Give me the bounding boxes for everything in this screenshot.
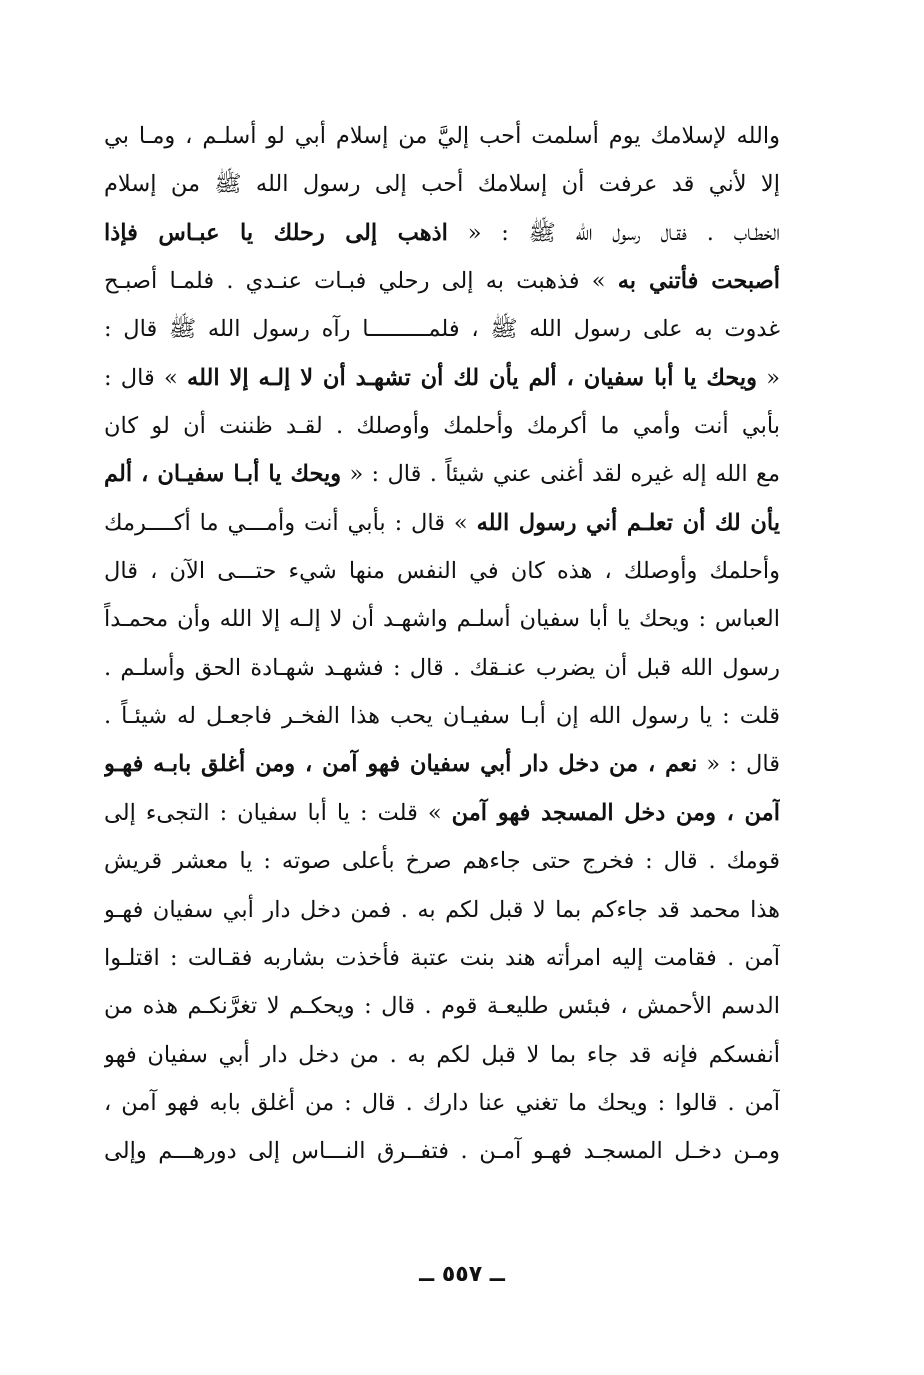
text-segment: غدوت به على رسول الله ﷺ ، فلمـــــــــا رآه رسول الله ﷺ قال : [104,316,780,343]
text-segment: العباس : ويحك يا أبا سفيان أسلـم واشهـد أن لا إلـه إلا الله وأن محمـداً [104,606,780,633]
text-line [104,692,780,740]
text-segment: رسول الله قبل أن يضرب عنـقك . قال : فشهـد شهـادة الحق وأسلـم . [104,654,780,681]
text-line [104,595,780,643]
text-segment: إلا لأني قد عرفت أن إسلامك أحب إلى رسول الله ﷺ من إسلام [104,171,780,198]
text-segment: أنفسكم فإنه قد جاء بما لا قبل لكم به . من دخل دار أبي سفيان فهو [104,1041,780,1068]
text-line [104,160,780,208]
text-line [104,402,780,450]
text-line [104,934,780,982]
text-segment: قلت : يا رسول الله إن أبـا سفيـان يحب هذا الفخـر فاجعـل له شيئـاً . [104,703,780,730]
text-segment: هذا محمد قد جاءكم بما لا قبل لكم به . فمن دخل دار أبي سفيان فهـو [104,896,780,923]
text-segment: آمن . فقامت إليه امرأته هند بنت عتبة فأخذت بشاربه فقـالت : اقتلـوا [104,944,780,971]
text-segment: « [757,364,780,391]
text-segment: قال : « [697,751,780,778]
text-segment: قومك . قال : فخرج حتى جاءهم صرخ بأعلى صوته : يا معشر قريش [104,848,780,875]
bold-quote-segment: آمن ، ومن دخل المسجد فهو آمن [451,799,780,826]
text-line [104,1127,780,1175]
text-line [104,886,780,934]
text-line [104,305,780,353]
text-segment: » فذهبت به إلى رحلي فبـات عنـدي . فلمـا أصبـح [104,268,618,295]
bold-quote-segment: ويحك يا أبا سفيان ، ألم يأن لك أن تشهـد أن لا إلـه إلا الله [187,364,757,391]
text-line [104,547,780,595]
bold-quote-segment: ويحك يا أبـا سفيـان ، ألم [104,461,342,488]
text-line [104,1079,780,1127]
text-line [104,499,780,547]
text-line [104,982,780,1030]
text-segment: الخطـاب . فقـال رسول الله ﷺ : « [447,219,780,246]
text-segment: والله لإسلامك يوم أسلمت أحب إليَّ من إسلام أبي لو أسلـم ، ومـا بي [104,123,780,149]
text-line [104,1031,780,1079]
text-line [104,209,780,257]
text-line [104,450,780,498]
text-segment: مع الله إله غيره لقد أغنى عني شيئاً . قال : « [341,461,780,488]
text-segment: » قال : بأبي أنت وأمـــي ما أكــــرمك [104,509,477,536]
text-line [104,740,780,788]
text-line [104,354,780,402]
text-line [104,257,780,305]
bold-quote-segment: اذهب إلى رحلك يا عبـاس فإذا [104,219,448,246]
text-segment: وأحلمك وأوصلك ، هذه كان في النفس منها شيء حتـــى الآن ، قال [104,558,780,585]
text-segment: آمن . قالوا : ويحك ما تغني عنا دارك . قال : من أغلق بابه فهو آمن ، [104,1089,780,1116]
bold-quote-segment: نعم ، من دخل دار أبي سفيان فهو آمن ، ومن أغلق بابـه فهـو [104,751,698,778]
text-line [104,837,780,885]
text-line [104,644,780,692]
text-line [104,112,780,160]
text-segment: » قلت : يا أبا سفيان : التجىء إلى [104,799,452,826]
text-segment: الدسم الأحمش ، فبئس طليعـة قوم . قال : ويحكـم لا تغرَّنكـم هذه من [104,993,780,1020]
text-segment: ومـن دخـل المسجـد فهـو آمـن . فتفــرق النـــاس إلى دورهـــم وإلى [104,1138,780,1165]
text-segment: بأبي أنت وأمي ما أكرمك وأحلمك وأوصلك . لقـد ظننت أن لو كان [104,413,780,440]
bold-quote-segment: أصبحت فأتني به [617,268,780,295]
page-body-text [104,112,780,1176]
text-segment: » قال : [104,364,187,391]
page-number: ــ ٥٥٧ ــ [419,1262,505,1287]
text-line [104,789,780,837]
bold-quote-segment: يأن لك أن تعلـم أني رسول الله [476,509,780,536]
